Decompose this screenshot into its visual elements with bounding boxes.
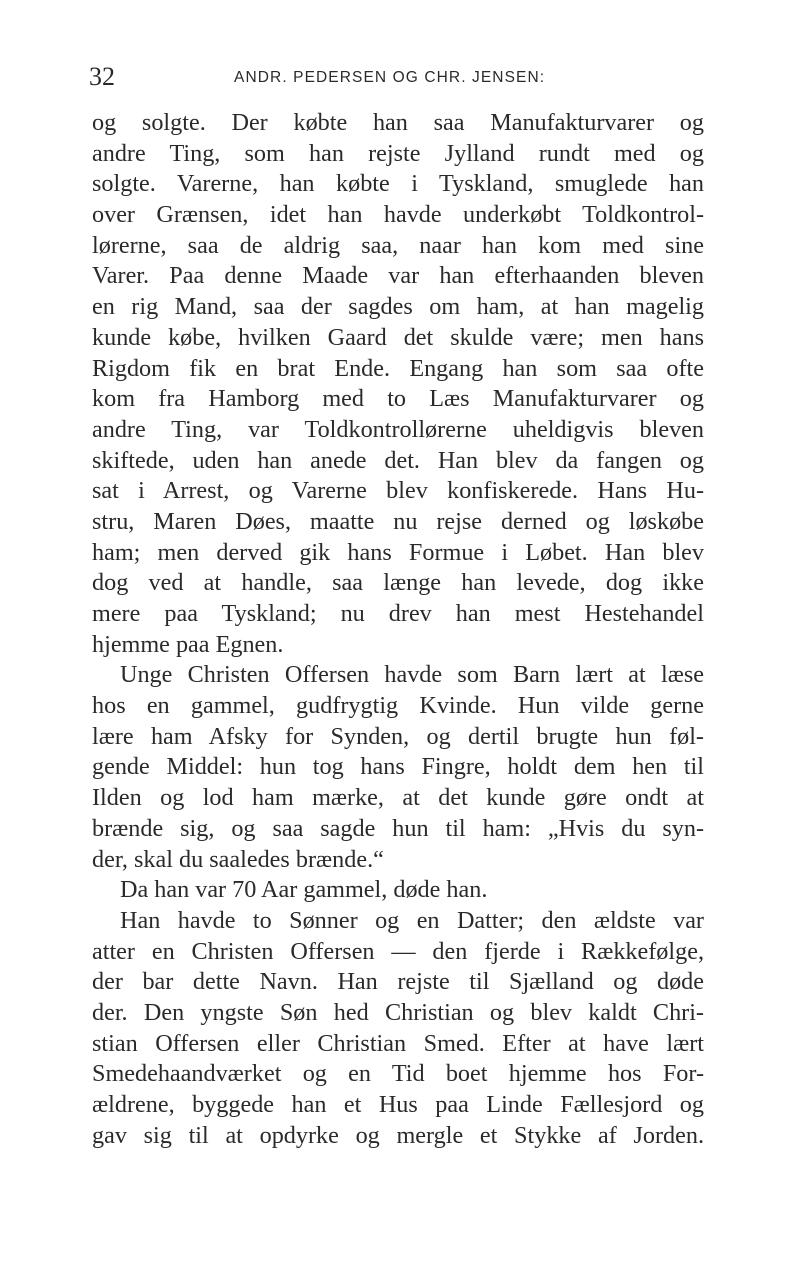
text-line: dog ved at handle, saa længe han levede, dog ikke [92,569,704,597]
text-line: kunde købe, hvilken Gaard det skulde være; men hans [92,323,704,351]
text-line: solgte. Varerne, han købte i Tyskland, smuglede han [92,170,704,198]
text-line: atter en Christen Offersen — den fjerde i Rækkefølge, [92,937,704,965]
text-line: en rig Mand, saa der sagdes om ham, at han magelig [92,293,704,321]
page-header [89,62,704,92]
running-head: ANDR. PEDERSEN OG CHR. JENSEN: [234,69,546,86]
text-line: kom fra Hamborg med to Læs Manufakturvarer og [92,385,704,413]
text-line: hos en gammel, gudfrygtig Kvinde. Hun vilde gerne [92,692,704,720]
text-line: og solgte. Der købte han saa Manufakturvarer og [92,109,704,136]
text-line: over Grænsen, idet han havde underkøbt Toldkontrol- [92,201,704,229]
text-line: sat i Arrest, og Varerne blev konfiskerede. Hans Hu- [92,477,704,505]
text-line: der bar dette Navn. Han rejste til Sjælland og døde [92,968,704,996]
body-text [92,108,704,1151]
paragraph [92,660,704,875]
text-line: hjemme paa Egnen. [92,630,284,658]
text-line: ældrene, byggede han et Hus paa Linde Fællesjord og [92,1091,704,1118]
paragraph [92,906,704,1152]
text-line: Rigdom fik en brat Ende. Engang han som saa ofte [92,354,704,382]
text-line: andre Ting, som han rejste Jylland rundt med og [92,139,704,167]
text-line: gav sig til at opdyrke og mergle et Stykke af Jorden. [92,1121,704,1149]
text-line: Da han var 70 Aar gammel, døde han. [120,876,488,904]
text-line: lørerne, saa de aldrig saa, naar han kom med sine [92,231,704,259]
text-line: Ilden og lod ham mærke, at det kunde gøre ondt at [92,784,704,812]
text-line: lære ham Afsky for Synden, og dertil brugte hun føl- [92,722,704,750]
paragraph [92,875,704,906]
text-line: Han havde to Sønner og en Datter; den ældste var [120,906,704,934]
text-line: der, skal du saaledes brænde.“ [92,845,384,873]
text-line: der. Den yngste Søn hed Christian og blev kaldt Chri- [92,998,704,1026]
text-line: stian Offersen eller Christian Smed. Efter at have lært [92,1029,704,1057]
text-line: brænde sig, og saa sagde hun til ham: „Hvis du syn- [92,814,704,842]
text-line: gende Middel: hun tog hans Fingre, holdt dem hen til [92,753,704,781]
text-line: ham; men derved gik hans Formue i Løbet. Han blev [92,538,704,566]
text-line: mere paa Tyskland; nu drev han mest Hestehandel [92,600,704,627]
text-line: skiftede, uden han anede det. Han blev da fangen og [92,446,704,474]
paragraph [92,108,704,660]
text-line: stru, Maren Døes, maatte nu rejse derned og løskøbe [92,507,704,535]
text-line: andre Ting, var Toldkontrollørerne uheldigvis bleven [92,415,704,443]
text-line: Varer. Paa denne Maade var han efterhaanden bleven [92,262,704,290]
page-number: 32 [89,62,115,91]
text-line: Unge Christen Offersen havde som Barn lært at læse [120,661,704,689]
text-line: Smedehaandværket og en Tid boet hjemme hos For- [92,1060,704,1088]
